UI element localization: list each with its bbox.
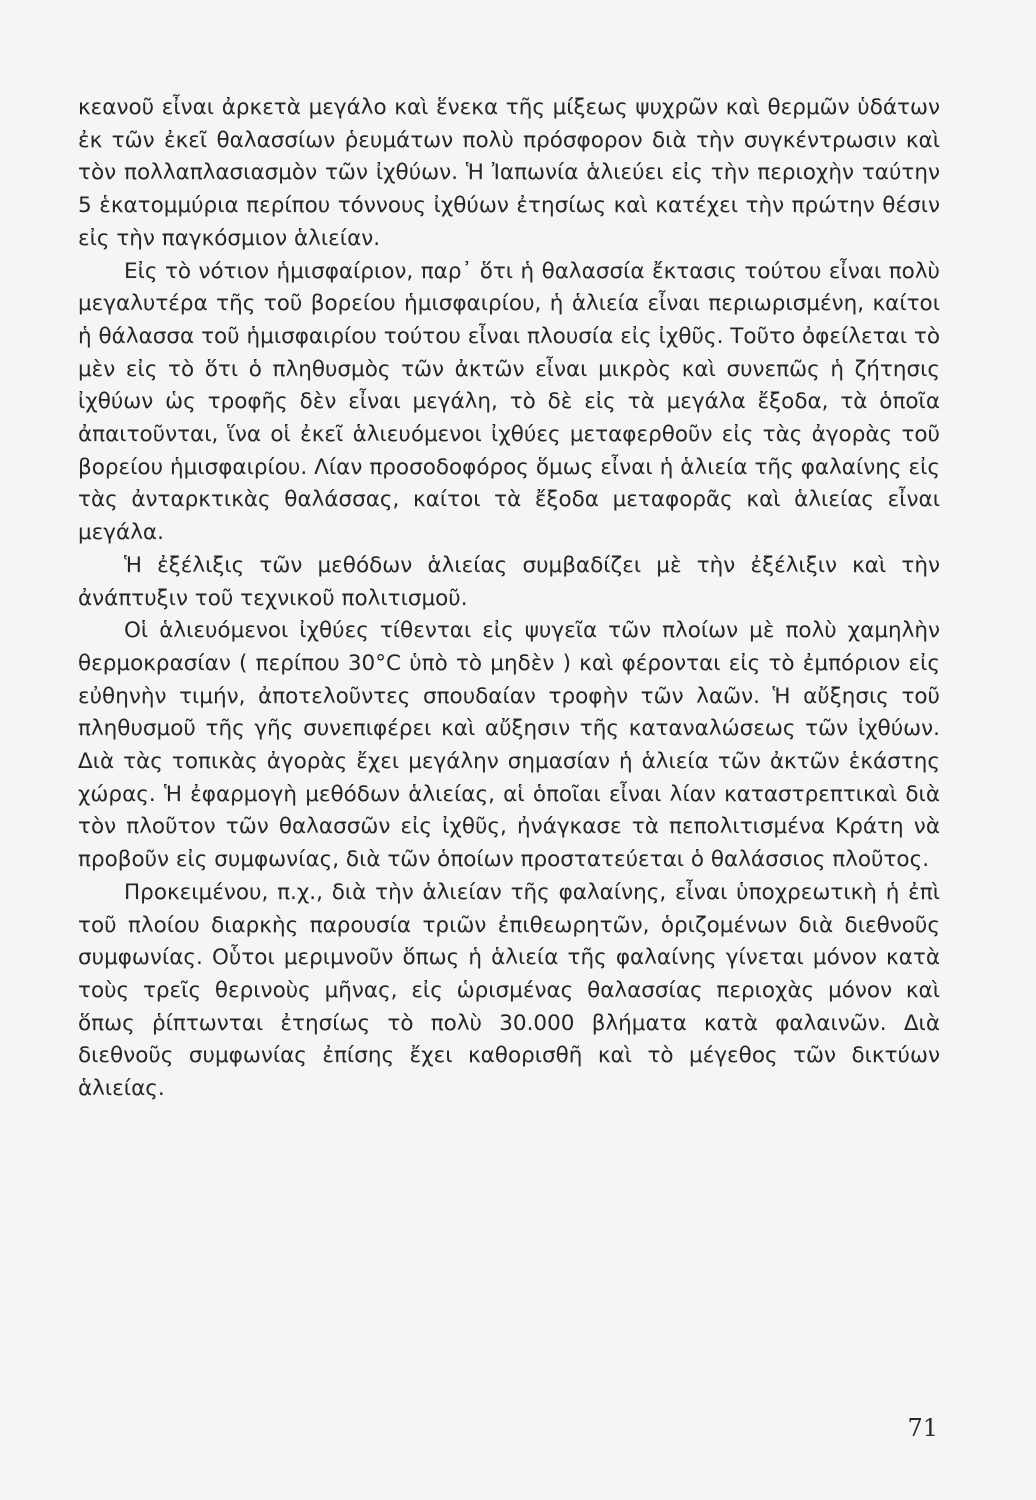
body-text bbox=[78, 92, 940, 1106]
page-number: 71 bbox=[907, 1414, 938, 1442]
paragraph-continuation: κεανοῦ εἶναι ἀρκετὰ μεγάλο καὶ ἕνεκα τῆς μίξεως ψυχρῶν καὶ θερμῶν ὑδάτων ἐκ τῶν ἐκεῖ θαλασσίων ῥευμάτων πολὺ πρόσφορον διὰ τὴν συγκέντρωσιν καὶ τὸν πολλαπλασιασμὸν τῶν ἰχθύων. Ἡ Ἰαπωνία ἁλιεύει εἰς τὴν περιοχὴν ταύτην 5 ἑκατομμύρια περίπου τόννους ἰχθύων ἐτησίως καὶ κατέχει τὴν πρώτην θέσιν εἰς τὴν παγκόσμιον ἁλιείαν. bbox=[78, 95, 940, 251]
paragraph-fishing-methods: Ἡ ἐξέλιξις τῶν μεθόδων ἁλιείας συμβαδίζει μὲ τὴν ἐξέλιξιν καὶ τὴν ἀνάπτυξιν τοῦ τεχνικοῦ πολιτισμοῦ. bbox=[78, 552, 940, 611]
paragraph-southern-hemisphere: Εἰς τὸ νότιον ἡμισφαίριον, παρ᾽ ὅτι ἡ θαλασσία ἔκτασις τούτου εἶναι πολὺ μεγαλυτέρα τῆς τοῦ βορείου ἡμισφαιρίου, ἡ ἁλιεία εἶναι περιωρισμένη, καίτοι ἡ θάλασσα τοῦ ἡμισφαιρίου τούτου εἶναι πλουσία εἰς ἰχθῦς. Τοῦτο ὀφείλεται τὸ μὲν εἰς τὸ ὅτι ὁ πληθυσμὸς τῶν ἀκτῶν εἶναι μικρὸς καὶ συνεπῶς ἡ ζήτησις ἰχθύων ὡς τροφῆς δὲν εἶναι μεγάλη, τὸ δὲ εἰς τὰ μεγάλα ἔξοδα, τὰ ὁποῖα ἀπαιτοῦνται, ἵνα οἱ ἐκεῖ ἁλιευόμενοι ἰχθύες μεταφερθοῦν εἰς τὰς ἀγορὰς τοῦ βορείου ἡμισφαιρίου. Λίαν προσοδοφόρος ὅμως εἶναι ἡ ἁλιεία τῆς φαλαίνης εἰς τὰς ἀνταρκτικὰς θαλάσσας, καίτοι τὰ ἔξοδα μεταφορᾶς καὶ ἁλιείας εἶναι μεγάλα. bbox=[78, 258, 940, 546]
paragraph-refrigeration: Οἱ ἁλιευόμενοι ἰχθύες τίθενται εἰς ψυγεῖα τῶν πλοίων μὲ πολὺ χαμηλὴν θερμοκρασίαν ( περίπου 30°C ὑπὸ τὸ μηδὲν ) καὶ φέρονται εἰς τὸ ἐμπόριον εἰς εὐθηνὴν τιμήν, ἀποτελοῦντες σπουδαίαν τροφὴν τῶν λαῶν. Ἡ αὔξησις τοῦ πληθυσμοῦ τῆς γῆς συνεπιφέρει καὶ αὔξησιν τῆς καταναλώσεως τῶν ἰχθύων. Διὰ τὰς τοπικὰς ἀγορὰς ἔχει μεγάλην σημασίαν ἡ ἁλιεία τῶν ἀκτῶν ἑκάστης χώρας. Ἡ ἐφαρμογὴ μεθόδων ἁλιείας, αἱ ὁποῖαι εἶναι λίαν καταστρεπτικαὶ διὰ τὸν πλοῦτον τῶν θαλασσῶν εἰς ἰχθῦς, ἠνάγκασε τὰ πεπολιτισμένα Κράτη νὰ προβοῦν εἰς συμφωνίας, διὰ τῶν ὁποίων προστατεύεται ὁ θαλάσσιος πλοῦτος. bbox=[78, 618, 940, 873]
paragraph-whaling-regulation: Προκειμένου, π.χ., διὰ τὴν ἁλιείαν τῆς φαλαίνης, εἶναι ὑποχρεωτικὴ ἡ ἐπὶ τοῦ πλοίου διαρκὴς παρουσία τριῶν ἐπιθεωρητῶν, ὁριζομένων διὰ διεθνοῦς συμφωνίας. Οὗτοι μεριμνοῦν ὅπως ἡ ἁλιεία τῆς φαλαίνης γίνεται μόνον κατὰ τοὺς τρεῖς θερινοὺς μῆνας, εἰς ὡρισμένας θαλασσίας περιοχὰς μόνον καὶ ὅπως ῥίπτωνται ἐτησίως τὸ πολὺ 30.000 βλήματα κατὰ φαλαινῶν. Διὰ διεθνοῦς συμφωνίας ἐπίσης ἔχει καθορισθῆ καὶ τὸ μέγεθος τῶν δικτύων ἁλιείας. bbox=[78, 879, 940, 1102]
